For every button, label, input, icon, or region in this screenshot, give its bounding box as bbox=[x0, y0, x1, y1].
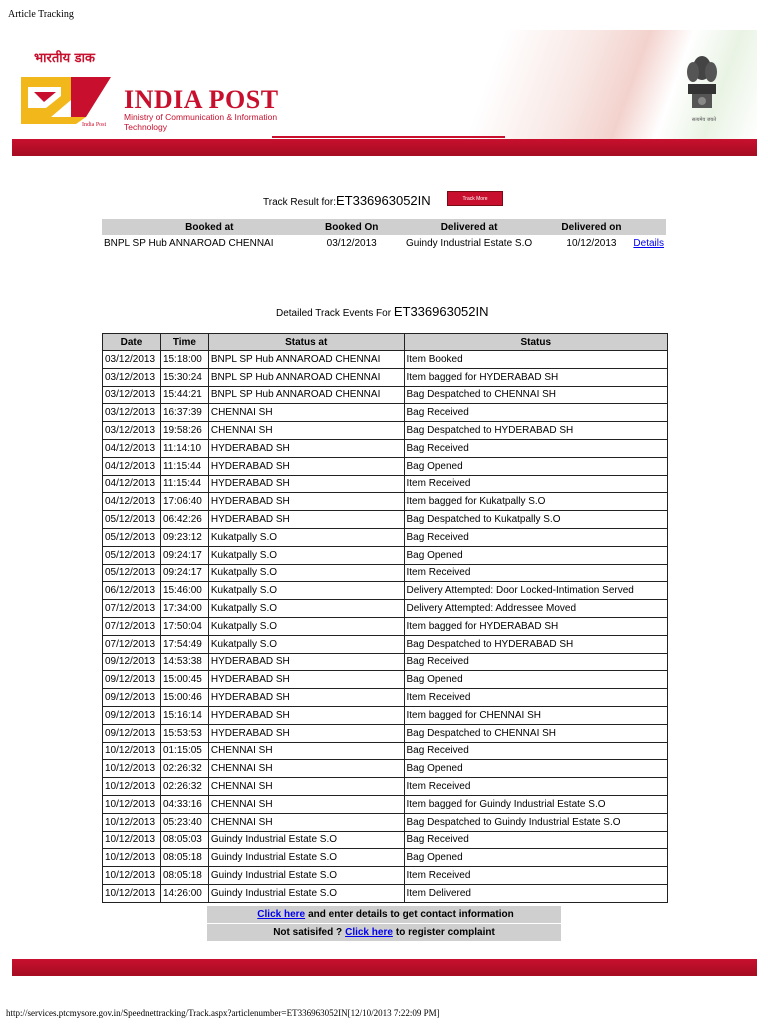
event-row bbox=[103, 368, 668, 386]
event-status-at: CHENNAI SH bbox=[208, 404, 404, 422]
summary-header-delivered-at: Delivered at bbox=[387, 219, 552, 235]
event-date: 05/12/2013 bbox=[103, 528, 161, 546]
events-header-status: Status bbox=[404, 334, 668, 351]
event-status: Bag Despatched to Guindy Industrial Estate S.O bbox=[404, 813, 668, 831]
event-status: Bag Received bbox=[404, 742, 668, 760]
event-date: 04/12/2013 bbox=[103, 439, 161, 457]
event-date: 04/12/2013 bbox=[103, 475, 161, 493]
event-status-at: Guindy Industrial Estate S.O bbox=[208, 884, 404, 902]
event-date: 07/12/2013 bbox=[103, 635, 161, 653]
event-date: 05/12/2013 bbox=[103, 564, 161, 582]
event-status-at: HYDERABAD SH bbox=[208, 689, 404, 707]
event-status-at: Guindy Industrial Estate S.O bbox=[208, 867, 404, 885]
event-status: Bag Received bbox=[404, 439, 668, 457]
event-status-at: Kukatpally S.O bbox=[208, 617, 404, 635]
national-emblem-icon bbox=[684, 50, 720, 120]
event-status-at: CHENNAI SH bbox=[208, 778, 404, 796]
summary-header-delivered-on: Delivered on bbox=[551, 219, 631, 235]
event-date: 03/12/2013 bbox=[103, 351, 161, 369]
summary-header-booked-at: Booked at bbox=[102, 219, 317, 235]
event-date: 03/12/2013 bbox=[103, 386, 161, 404]
summary-booked-at: BNPL SP Hub ANNAROAD CHENNAI bbox=[104, 238, 274, 249]
event-date: 10/12/2013 bbox=[103, 831, 161, 849]
event-date: 04/12/2013 bbox=[103, 493, 161, 511]
event-status-at: HYDERABAD SH bbox=[208, 475, 404, 493]
summary-header-row bbox=[102, 219, 666, 235]
event-time: 15:53:53 bbox=[160, 724, 208, 742]
summary-row bbox=[102, 235, 666, 252]
event-date: 10/12/2013 bbox=[103, 742, 161, 760]
contact-info-text: and enter details to get contact information bbox=[308, 909, 514, 920]
event-row bbox=[103, 849, 668, 867]
logo-hindi-name: भारतीय डाक bbox=[34, 51, 95, 66]
header-banner bbox=[12, 30, 757, 154]
event-date: 10/12/2013 bbox=[103, 795, 161, 813]
event-status-at: Kukatpally S.O bbox=[208, 582, 404, 600]
event-row bbox=[103, 422, 668, 440]
event-date: 09/12/2013 bbox=[103, 724, 161, 742]
event-row bbox=[103, 884, 668, 902]
event-status: Item bagged for HYDERABAD SH bbox=[404, 368, 668, 386]
event-time: 11:15:44 bbox=[160, 457, 208, 475]
event-time: 16:37:39 bbox=[160, 404, 208, 422]
event-status-at: CHENNAI SH bbox=[208, 422, 404, 440]
event-time: 04:33:16 bbox=[160, 795, 208, 813]
event-status: Bag Received bbox=[404, 653, 668, 671]
header-red-bar bbox=[12, 139, 757, 156]
event-row bbox=[103, 778, 668, 796]
event-date: 03/12/2013 bbox=[103, 404, 161, 422]
event-time: 08:05:03 bbox=[160, 831, 208, 849]
event-status: Item bagged for Guindy Industrial Estate S.O bbox=[404, 795, 668, 813]
event-row bbox=[103, 706, 668, 724]
event-status-at: BNPL SP Hub ANNAROAD CHENNAI bbox=[208, 351, 404, 369]
event-status: Bag Received bbox=[404, 404, 668, 422]
summary-booked-on: 03/12/2013 bbox=[326, 238, 377, 249]
event-time: 11:14:10 bbox=[160, 439, 208, 457]
event-time: 15:18:00 bbox=[160, 351, 208, 369]
event-row bbox=[103, 635, 668, 653]
detailed-events-label: Detailed Track Events For bbox=[276, 308, 392, 319]
event-time: 15:30:24 bbox=[160, 368, 208, 386]
event-row bbox=[103, 689, 668, 707]
event-status: Bag Despatched to CHENNAI SH bbox=[404, 724, 668, 742]
page-url: http://services.ptcmysore.gov.in/Speednettracking/Track.aspx?articlenumber=ET336963052IN[12/10/2013 7:22:09 PM] bbox=[6, 1008, 440, 1018]
event-status: Delivery Attempted: Door Locked-Intimation Served bbox=[404, 582, 668, 600]
event-status: Bag Despatched to CHENNAI SH bbox=[404, 386, 668, 404]
summary-delivered-at: Guindy Industrial Estate S.O bbox=[405, 238, 533, 249]
track-result-label: Track Result for: bbox=[263, 197, 336, 208]
events-header-status-at: Status at bbox=[208, 334, 404, 351]
events-body bbox=[103, 351, 668, 903]
event-status-at: BNPL SP Hub ANNAROAD CHENNAI bbox=[208, 368, 404, 386]
event-time: 14:53:38 bbox=[160, 653, 208, 671]
event-date: 10/12/2013 bbox=[103, 760, 161, 778]
event-row bbox=[103, 760, 668, 778]
event-row bbox=[103, 813, 668, 831]
events-header-time: Time bbox=[160, 334, 208, 351]
event-date: 06/12/2013 bbox=[103, 582, 161, 600]
logo-small-label: India Post bbox=[82, 122, 107, 128]
event-row bbox=[103, 617, 668, 635]
detailed-article-number: ET336963052IN bbox=[393, 304, 489, 319]
post-horn-icon bbox=[16, 62, 116, 142]
event-date: 04/12/2013 bbox=[103, 457, 161, 475]
event-status: Item Received bbox=[404, 475, 668, 493]
event-status-at: HYDERABAD SH bbox=[208, 653, 404, 671]
event-row bbox=[103, 724, 668, 742]
event-status-at: Kukatpally S.O bbox=[208, 564, 404, 582]
brand-name: INDIA POST bbox=[124, 85, 279, 114]
event-time: 14:26:00 bbox=[160, 884, 208, 902]
event-time: 01:15:05 bbox=[160, 742, 208, 760]
event-status: Bag Opened bbox=[404, 849, 668, 867]
event-date: 09/12/2013 bbox=[103, 689, 161, 707]
event-time: 15:44:21 bbox=[160, 386, 208, 404]
track-more-button[interactable]: Track More bbox=[447, 191, 503, 206]
events-header-date: Date bbox=[103, 334, 161, 351]
event-status-at: HYDERABAD SH bbox=[208, 724, 404, 742]
event-status-at: HYDERABAD SH bbox=[208, 493, 404, 511]
event-time: 15:00:45 bbox=[160, 671, 208, 689]
event-date: 05/12/2013 bbox=[103, 511, 161, 529]
event-date: 09/12/2013 bbox=[103, 706, 161, 724]
event-row bbox=[103, 867, 668, 885]
complaint-info-text: to register complaint bbox=[395, 927, 495, 938]
event-status-at: Kukatpally S.O bbox=[208, 528, 404, 546]
event-row bbox=[103, 439, 668, 457]
event-status: Delivery Attempted: Addressee Moved bbox=[404, 600, 668, 618]
event-status-at: CHENNAI SH bbox=[208, 795, 404, 813]
summary-header-booked-on: Booked On bbox=[317, 219, 387, 235]
event-status: Bag Despatched to HYDERABAD SH bbox=[404, 422, 668, 440]
summary-table bbox=[102, 219, 666, 252]
event-status-at: Kukatpally S.O bbox=[208, 600, 404, 618]
event-date: 09/12/2013 bbox=[103, 671, 161, 689]
event-row bbox=[103, 528, 668, 546]
event-status: Item bagged for HYDERABAD SH bbox=[404, 617, 668, 635]
event-time: 06:42:26 bbox=[160, 511, 208, 529]
event-row bbox=[103, 386, 668, 404]
event-date: 09/12/2013 bbox=[103, 653, 161, 671]
event-status: Bag Despatched to HYDERABAD SH bbox=[404, 635, 668, 653]
event-time: 15:46:00 bbox=[160, 582, 208, 600]
event-time: 11:15:44 bbox=[160, 475, 208, 493]
event-status-at: CHENNAI SH bbox=[208, 742, 404, 760]
track-events-table bbox=[102, 333, 668, 903]
complaint-info-bar bbox=[207, 924, 561, 941]
event-date: 03/12/2013 bbox=[103, 422, 161, 440]
event-status-at: HYDERABAD SH bbox=[208, 457, 404, 475]
details-link[interactable]: Details bbox=[633, 238, 664, 249]
event-date: 10/12/2013 bbox=[103, 867, 161, 885]
event-status: Item Booked bbox=[404, 351, 668, 369]
event-status: Item bagged for CHENNAI SH bbox=[404, 706, 668, 724]
track-article-number: ET336963052IN bbox=[335, 193, 431, 208]
event-status: Bag Opened bbox=[404, 457, 668, 475]
page-tab-title: Article Tracking bbox=[8, 9, 74, 20]
event-status-at: HYDERABAD SH bbox=[208, 511, 404, 529]
event-status-at: HYDERABAD SH bbox=[208, 706, 404, 724]
ministry-name: Ministry of Communication & Information Technology bbox=[124, 112, 278, 132]
track-result-title bbox=[263, 193, 431, 208]
event-status-at: BNPL SP Hub ANNAROAD CHENNAI bbox=[208, 386, 404, 404]
event-time: 05:23:40 bbox=[160, 813, 208, 831]
event-row bbox=[103, 564, 668, 582]
event-date: 07/12/2013 bbox=[103, 600, 161, 618]
event-status-at: Kukatpally S.O bbox=[208, 635, 404, 653]
event-date: 07/12/2013 bbox=[103, 617, 161, 635]
event-row bbox=[103, 742, 668, 760]
event-time: 09:23:12 bbox=[160, 528, 208, 546]
event-status: Bag Opened bbox=[404, 546, 668, 564]
event-status: Item Received bbox=[404, 867, 668, 885]
complaint-click-here-link[interactable]: Click here bbox=[345, 927, 393, 938]
contact-click-here-link[interactable]: Click here bbox=[257, 909, 306, 920]
footer-red-bar bbox=[12, 959, 757, 976]
event-row bbox=[103, 475, 668, 493]
event-row bbox=[103, 671, 668, 689]
detailed-events-title bbox=[276, 304, 489, 319]
event-time: 17:50:04 bbox=[160, 617, 208, 635]
india-post-logo bbox=[16, 40, 286, 135]
event-status: Item Received bbox=[404, 564, 668, 582]
event-status-at: Kukatpally S.O bbox=[208, 546, 404, 564]
emblem-caption: सत्यमेव जयते bbox=[691, 117, 717, 123]
event-time: 09:24:17 bbox=[160, 546, 208, 564]
header-divider bbox=[272, 136, 505, 138]
event-time: 15:16:14 bbox=[160, 706, 208, 724]
event-row bbox=[103, 600, 668, 618]
event-row bbox=[103, 546, 668, 564]
event-time: 17:54:49 bbox=[160, 635, 208, 653]
event-date: 10/12/2013 bbox=[103, 884, 161, 902]
event-status: Bag Received bbox=[404, 831, 668, 849]
event-row bbox=[103, 653, 668, 671]
event-status-at: HYDERABAD SH bbox=[208, 439, 404, 457]
event-status: Item bagged for Kukatpally S.O bbox=[404, 493, 668, 511]
event-row bbox=[103, 795, 668, 813]
event-time: 15:00:46 bbox=[160, 689, 208, 707]
event-status: Bag Opened bbox=[404, 671, 668, 689]
event-row bbox=[103, 511, 668, 529]
event-time: 17:06:40 bbox=[160, 493, 208, 511]
event-status: Bag Received bbox=[404, 528, 668, 546]
event-time: 09:24:17 bbox=[160, 564, 208, 582]
event-row bbox=[103, 351, 668, 369]
event-row bbox=[103, 582, 668, 600]
event-status: Item Received bbox=[404, 778, 668, 796]
event-date: 03/12/2013 bbox=[103, 368, 161, 386]
event-date: 10/12/2013 bbox=[103, 813, 161, 831]
event-status-at: CHENNAI SH bbox=[208, 760, 404, 778]
event-row bbox=[103, 457, 668, 475]
event-row bbox=[103, 493, 668, 511]
summary-header-blank bbox=[631, 219, 666, 235]
event-time: 02:26:32 bbox=[160, 760, 208, 778]
event-status-at: HYDERABAD SH bbox=[208, 671, 404, 689]
event-time: 19:58:26 bbox=[160, 422, 208, 440]
event-time: 02:26:32 bbox=[160, 778, 208, 796]
summary-delivered-on: 10/12/2013 bbox=[566, 238, 617, 249]
events-header-row bbox=[103, 334, 668, 351]
event-date: 10/12/2013 bbox=[103, 849, 161, 867]
event-time: 08:05:18 bbox=[160, 867, 208, 885]
event-date: 10/12/2013 bbox=[103, 778, 161, 796]
contact-info-bar bbox=[207, 906, 561, 923]
event-row bbox=[103, 831, 668, 849]
event-status: Bag Opened bbox=[404, 760, 668, 778]
event-row bbox=[103, 404, 668, 422]
event-status: Item Received bbox=[404, 689, 668, 707]
event-date: 05/12/2013 bbox=[103, 546, 161, 564]
event-status-at: CHENNAI SH bbox=[208, 813, 404, 831]
event-status: Bag Despatched to Kukatpally S.O bbox=[404, 511, 668, 529]
event-status-at: Guindy Industrial Estate S.O bbox=[208, 849, 404, 867]
event-time: 08:05:18 bbox=[160, 849, 208, 867]
event-status-at: Guindy Industrial Estate S.O bbox=[208, 831, 404, 849]
complaint-prefix-text: Not satisifed ? bbox=[273, 927, 343, 938]
event-time: 17:34:00 bbox=[160, 600, 208, 618]
event-status: Item Delivered bbox=[404, 884, 668, 902]
